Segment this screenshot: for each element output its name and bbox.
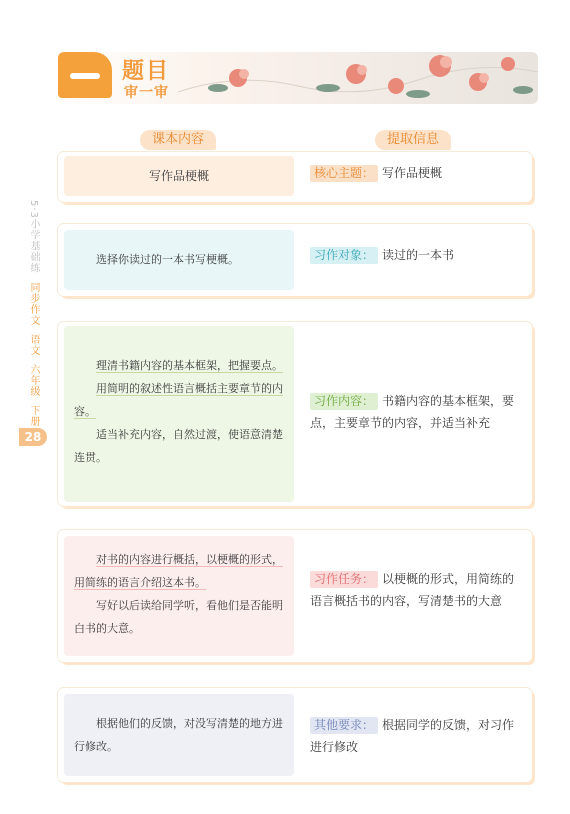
info-row-1 xyxy=(58,152,532,202)
section-number-badge xyxy=(58,52,112,98)
info-row-3 xyxy=(58,322,532,506)
tag-writing-content: 习作内容： xyxy=(310,393,378,410)
info-row-5 xyxy=(58,688,532,782)
page-number: 28 xyxy=(19,428,47,446)
textbook-box xyxy=(64,694,294,776)
extract-info xyxy=(310,714,525,758)
column-label-textbook: 课本内容 xyxy=(140,130,216,150)
textbook-text: 写好以后读给同学听，看他们是否能明白书的大意。 xyxy=(74,599,283,635)
textbook-box xyxy=(64,536,294,656)
extract-value: 读过的一本书 xyxy=(382,248,455,262)
textbook-text: 根据他们的反馈，对没写清楚的地方进行修改。 xyxy=(74,717,283,753)
tag-core-theme: 核心主题： xyxy=(310,165,378,182)
extract-info xyxy=(310,244,525,266)
textbook-text: 对书的内容进行概括，以梗概的形式，用简练的语言介绍这本书。 xyxy=(74,553,283,589)
tag-writing-task: 习作任务： xyxy=(310,571,378,588)
extract-value: 写作品梗概 xyxy=(382,166,443,180)
side-margin xyxy=(22,200,44,427)
book-series: 5·3小学基础练 xyxy=(28,200,39,274)
textbook-box xyxy=(64,156,294,196)
textbook-box xyxy=(64,230,294,290)
tag-writing-object: 习作对象： xyxy=(310,247,378,264)
flower-illustration xyxy=(178,52,538,104)
extract-value: 书籍内容的基本框架，要点，主要章节的内容，并适当补充 xyxy=(310,394,515,430)
info-row-4 xyxy=(58,530,532,662)
extract-info xyxy=(310,568,525,612)
info-row-2 xyxy=(58,224,532,296)
subject-label: 同步作文 xyxy=(28,281,39,326)
textbook-box xyxy=(64,326,294,502)
tag-other-requirements: 其他要求： xyxy=(310,717,378,734)
section-subtitle: 审一审 xyxy=(124,85,169,101)
extract-value: 根据同学的反馈，对习作进行修改 xyxy=(310,718,515,754)
volume-label: 下册 xyxy=(28,404,39,427)
extract-info xyxy=(310,162,525,184)
textbook-text: 用简明的叙述性语言概括主要章节的内容。 xyxy=(74,382,283,418)
section-title: 题目 xyxy=(122,58,171,84)
subject-label-2: 语文 xyxy=(28,333,39,356)
numeral-one-icon xyxy=(70,73,100,79)
textbook-text: 适当补充内容，自然过渡，使语意清楚连贯。 xyxy=(74,428,283,464)
textbook-text: 理清书籍内容的基本框架，把握要点。 xyxy=(96,359,283,372)
column-label-extract: 提取信息 xyxy=(375,130,451,150)
textbook-text: 选择你读过的一本书写梗概。 xyxy=(96,253,239,266)
extract-info xyxy=(310,390,525,434)
textbook-text: 写作品梗概 xyxy=(148,169,209,183)
section-header xyxy=(58,52,538,104)
grade-label: 六年级 xyxy=(28,363,39,397)
extract-value: 以梗概的形式，用简练的语言概括书的内容，写清楚书的大意 xyxy=(310,572,515,608)
